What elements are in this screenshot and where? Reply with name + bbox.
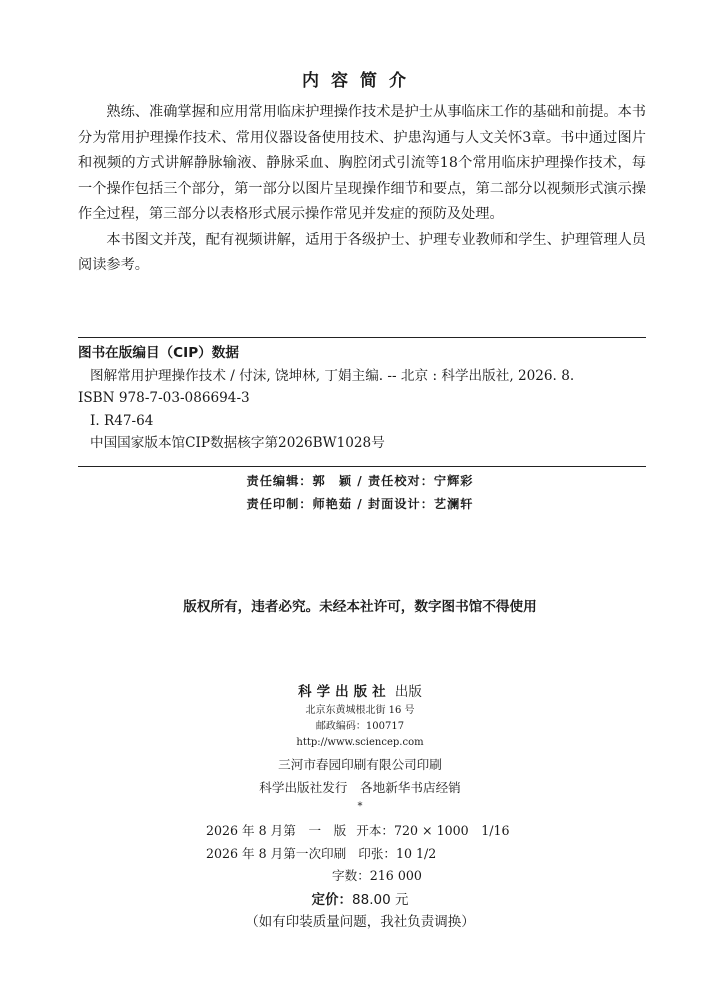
publisher-address: 北京东黄城根北街 16 号 (305, 705, 415, 716)
spec-words: 字数：216 000 (332, 868, 422, 883)
printer-line: 三河市春园印刷有限公司印刷 (278, 757, 442, 772)
publisher-brand: 科学出版社 (298, 684, 391, 700)
summary-paragraph-1: 熟练、准确掌握和应用常用临床护理操作技术是护士从事临床工作的基础和前提。本书分为常用护理操作技术、常用仪器设备使用技术、护患沟通与人文关怀3章。书中通过图片和视频的方式讲解静脉输液、静脉采血、胸腔闭式引流等18个常用临床护理操作技术，每一个操作包括三个部分，第一部分以图片呈现操作细节和要点，第二部分以视频形式演示操作全过程，第三部分以表格形式展示操作常见并发症的预防及处理。 (78, 104, 646, 222)
price-label: 定价： (311, 892, 353, 908)
cip-heading: 图书在版编目（CIP）数据 (78, 345, 239, 361)
cip-top-rule (78, 337, 646, 338)
editors-block (0, 470, 720, 516)
summary-paragraph-2: 本书图文并茂，配有视频讲解，适用于各级护士、护理专业教师和学生、护理管理人员阅读参考。 (78, 231, 646, 273)
publisher-url: http://www.sciencep.com (296, 737, 424, 748)
cip-record-number: 中国国家版本馆CIP数据核字第2026BW1028号 (90, 435, 385, 452)
cip-classification: Ⅰ. R47-64 (90, 412, 154, 429)
copyright-notice: 版权所有，违者必究。未经本社许可，数字图书馆不得使用 (183, 599, 537, 615)
cip-bibliographic-line: 图解常用护理操作技术 / 付沫, 饶坤林, 丁娟主编. -- 北京 : 科学出版社, 2026. 8. (90, 367, 575, 384)
editors-line-1: 责任编辑：郭 颖 / 责任校对：宁辉彩 (246, 474, 474, 488)
distribution-line: 科学出版社发行 各地新华书店经销 (259, 780, 461, 795)
cip-block (78, 342, 646, 455)
publisher-name (0, 680, 720, 700)
cip-isbn: ISBN 978-7-03-086694-3 (78, 390, 250, 407)
spec-format: 开本：720 × 1000 1/16 (356, 823, 510, 838)
editors-line-2: 责任印制：师艳茹 / 封面设计：艺澜轩 (246, 497, 474, 511)
publisher-postcode: 邮政编码：100717 (315, 721, 405, 732)
cip-bottom-rule (78, 466, 646, 467)
separator-asterisk: * (357, 801, 363, 812)
summary-body (78, 100, 646, 279)
publisher-block (0, 680, 720, 815)
spec-sheets: 印张：10 1/2 (358, 845, 437, 861)
specs-block (0, 820, 720, 888)
summary-title: 内容简介 (302, 71, 418, 91)
publisher-suffix: 出版 (394, 684, 422, 700)
quality-note: （如有印装质量问题，我社负责调换） (245, 914, 475, 930)
price-line (0, 888, 720, 908)
spec-edition: 2026 年 8 月第 一 版 (206, 823, 347, 838)
spec-printing: 2026 年 8 月第一次印刷 (206, 845, 347, 861)
price-value: 88.00 元 (352, 892, 409, 908)
